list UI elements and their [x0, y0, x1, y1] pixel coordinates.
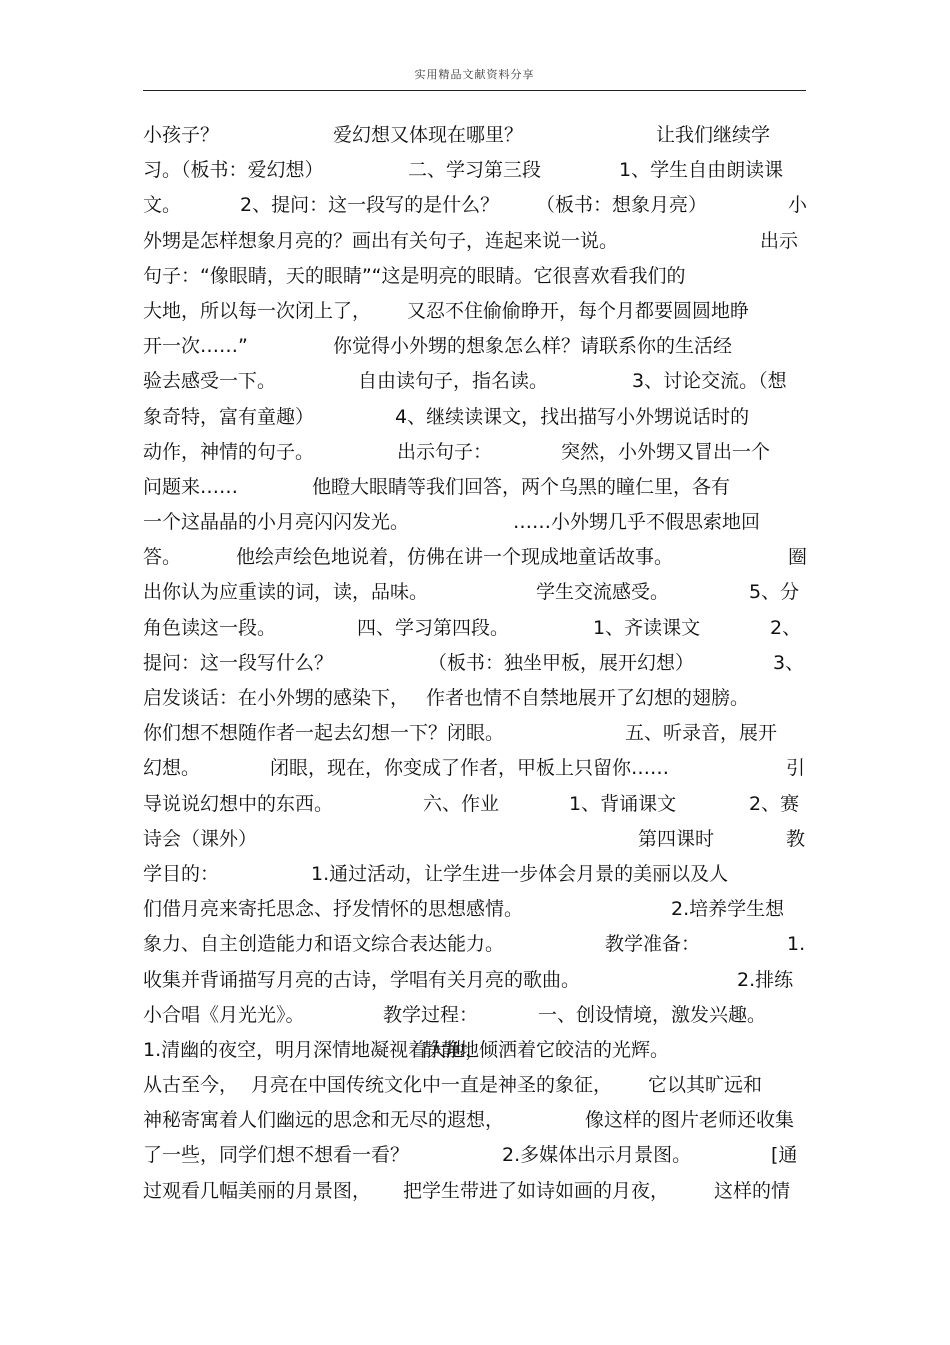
text-segment: 5、分	[749, 581, 800, 604]
text-segment: 小合唱《月光光》。	[143, 1003, 305, 1026]
text-line	[143, 751, 806, 786]
text-segment: 神秘寄寓着人们幽远的思念和无尽的遐想，	[143, 1109, 505, 1132]
text-segment: 从古至今，	[143, 1074, 239, 1097]
text-segment: 闭眼，现在，你变成了作者，甲板上只留你……	[270, 757, 670, 780]
text-line	[143, 927, 806, 962]
text-segment: 4、继续读课文，找出描写小外甥说话时的	[395, 405, 750, 428]
text-segment: 2、	[770, 616, 802, 639]
text-segment: 动作，神情的句子。	[143, 440, 315, 463]
text-segment: 小	[788, 194, 808, 217]
text-segment: 开一次……”	[143, 335, 248, 358]
text-line	[143, 575, 806, 610]
text-segment: 引	[786, 757, 806, 780]
text-segment: 学目的：	[143, 862, 220, 885]
text-segment: 小孩子？	[143, 124, 220, 146]
text-line	[143, 188, 806, 223]
text-segment: 出示句子：	[397, 440, 493, 463]
text-line	[143, 505, 806, 540]
text-line	[143, 611, 806, 646]
text-line	[143, 1033, 806, 1068]
text-segment: （板书：想象月亮）	[536, 194, 708, 217]
text-segment: 2、提问：这一段写的是什么？	[240, 194, 500, 217]
text-segment: 2.排练	[737, 968, 794, 991]
text-segment: 1、学生自由朗读课	[619, 159, 784, 182]
text-line	[143, 224, 806, 259]
text-segment: 自由读句子，指名读。	[358, 370, 549, 393]
text-segment: 文。	[143, 194, 182, 217]
text-line	[143, 329, 806, 364]
text-line	[143, 540, 806, 575]
text-segment: 提问：这一段写什么？	[143, 651, 334, 674]
text-segment: 幻想。	[143, 757, 201, 780]
text-segment: 句子：“像眼睛，天的眼睛”“这是明亮的眼睛。它很喜欢看我们的	[143, 264, 686, 287]
text-line	[143, 364, 806, 399]
text-segment: 他绘声绘色地说着，仿佛在讲一个现成地童话故事。	[236, 546, 674, 569]
text-line	[143, 1068, 806, 1103]
page-header: 实用精品文献资料分享	[414, 68, 535, 81]
text-segment: 过观看几幅美丽的月景图，	[143, 1179, 372, 1202]
text-segment: 3、	[773, 651, 805, 674]
text-segment: 月亮在中国传统文化中一直是神圣的象征，	[251, 1074, 613, 1097]
text-segment: 二、学习第三段	[408, 159, 542, 182]
text-segment: 大地，所以每一次闭上了，	[143, 299, 372, 322]
text-segment: 2、赛	[749, 792, 800, 815]
text-segment: （板书：独坐甲板，展开幻想）	[428, 651, 695, 674]
text-line	[143, 963, 806, 998]
text-segment: 爱幻想又体现在哪里？	[333, 124, 524, 146]
text-segment: 问题来……	[143, 475, 239, 498]
text-segment: 你觉得小外甥的想象怎么样？请联系你的生活经	[333, 335, 733, 358]
text-segment: 象力、自主创造能力和语文综合表达能力。	[143, 933, 505, 956]
text-segment: 一个这晶晶的小月亮闪闪发光。	[143, 511, 410, 534]
text-segment: 诗会（课外）	[143, 827, 258, 850]
text-segment: 象奇特，富有童趣）	[143, 405, 315, 428]
text-segment: [通	[771, 1144, 798, 1167]
text-segment: 像这样的图片老师还收集	[585, 1109, 795, 1132]
text-segment: 们借月亮来寄托思念、抒发情怀的思想感情。	[143, 898, 524, 921]
text-segment: 又忍不住偷偷睁开，每个月都要圆圆地睁	[407, 299, 750, 322]
text-segment: 第四课时	[638, 827, 715, 850]
text-segment: 突然，小外甥又冒出一个	[561, 440, 771, 463]
text-segment: 1、背诵课文	[569, 792, 677, 815]
text-line	[143, 435, 806, 470]
text-line	[143, 400, 806, 435]
text-line	[143, 153, 806, 188]
text-segment: 四、学习第四段。	[357, 616, 510, 639]
text-segment: 1.	[787, 933, 806, 956]
text-segment: 教学准备：	[605, 933, 701, 956]
header-divider	[143, 90, 806, 91]
text-segment: 他瞪大眼睛等我们回答，两个乌黑的瞳仁里，各有	[312, 475, 731, 498]
text-segment: 2.培养学生想	[671, 898, 785, 921]
text-line	[143, 998, 806, 1033]
text-segment: 验去感受一下。	[143, 370, 277, 393]
text-segment: 学生交流感受。	[536, 581, 670, 604]
text-segment: 一、创设情境，激发兴趣。	[538, 1003, 767, 1026]
text-line	[143, 1138, 806, 1173]
text-segment: 收集并背诵描写月亮的古诗，学唱有关月亮的歌曲。	[143, 968, 581, 991]
text-line	[143, 716, 806, 751]
text-segment: 六、作业	[423, 792, 500, 815]
text-line	[143, 681, 806, 716]
text-line	[143, 294, 806, 329]
text-line	[143, 1103, 806, 1138]
text-segment: 1.清幽的夜空，明月深情地凝视着大地，	[143, 1038, 485, 1061]
text-segment: 圈	[788, 546, 808, 569]
text-segment: 答。	[143, 546, 182, 569]
text-line	[143, 892, 806, 927]
text-segment: 习。（板书：爱幻想）	[143, 159, 324, 182]
text-segment: 启发谈话：在小外甥的感染下，	[143, 687, 410, 709]
text-segment: 把学生带进了如诗如画的月夜，	[403, 1179, 670, 1202]
text-segment: 这样的情	[714, 1179, 791, 1202]
text-segment: 教	[786, 827, 806, 850]
text-segment: 了一些，同学们想不想看一看？	[143, 1144, 410, 1167]
text-line	[143, 787, 806, 822]
text-segment: 外甥是怎样想象月亮的？画出有关句子，连起来说一说。	[143, 229, 619, 252]
text-segment: 导说说幻想中的东西。	[143, 792, 334, 815]
text-segment: 出示	[760, 229, 799, 252]
text-segment: 3、讨论交流。（想	[632, 370, 787, 393]
text-line	[143, 857, 806, 892]
text-segment: 出你认为应重读的词，读，品味。	[143, 581, 429, 604]
document-body	[143, 118, 806, 1209]
text-line	[143, 259, 806, 294]
text-segment: 让我们继续学	[656, 124, 771, 146]
text-segment: 角色读这一段。	[143, 616, 277, 639]
text-segment: 五、听录音，展开	[625, 722, 778, 745]
text-segment: 作者也情不自禁地展开了幻想的翅膀。	[426, 687, 750, 709]
text-line	[143, 118, 806, 153]
text-segment: 2.多媒体出示月景图。	[502, 1144, 692, 1167]
text-segment: ……小外甥几乎不假思索地回	[513, 511, 761, 534]
text-segment: 它以其旷远和	[648, 1074, 763, 1097]
text-segment: 1.通过活动，让学生进一步体会月景的美丽以及人	[311, 862, 729, 885]
text-line	[143, 470, 806, 505]
text-segment: 你们想不想随作者一起去幻想一下？闭眼。	[143, 722, 505, 745]
text-segment: 1、齐读课文	[593, 616, 701, 639]
text-segment: 静静地倾洒着它皎洁的光辉。	[422, 1038, 670, 1061]
text-segment: 教学过程：	[383, 1003, 479, 1026]
text-line	[143, 646, 806, 681]
text-line	[143, 822, 806, 857]
text-line	[143, 1174, 806, 1209]
